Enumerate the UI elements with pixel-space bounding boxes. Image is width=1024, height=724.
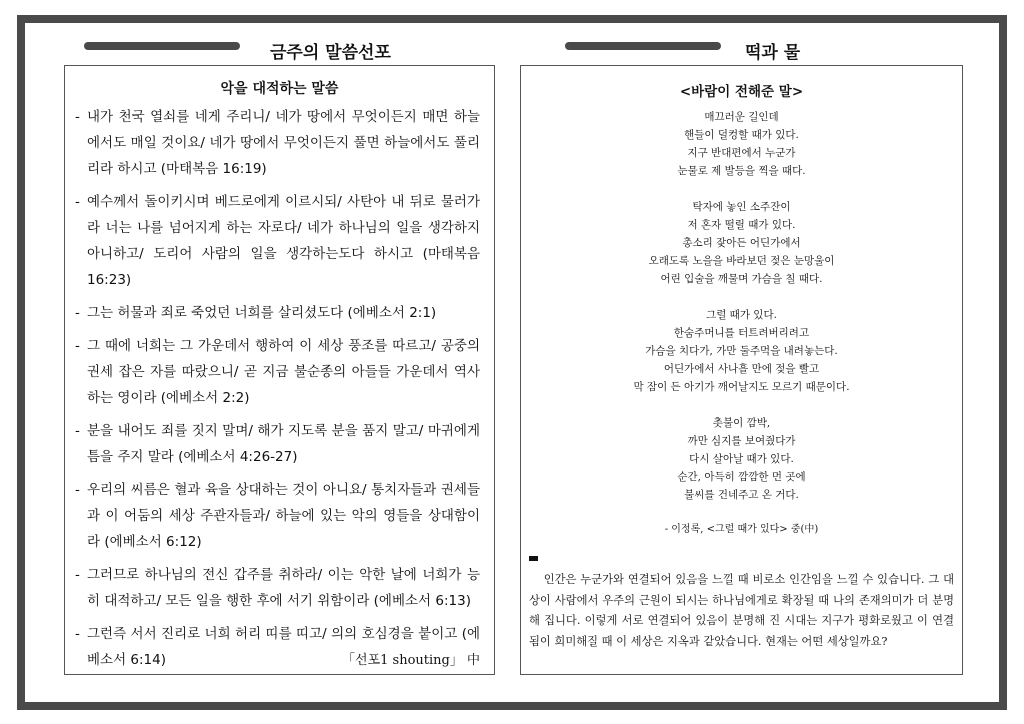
poem-stanza xyxy=(521,198,962,288)
poem-line: 지구 반대편에서 누군가 xyxy=(687,147,796,159)
poem-line: 불씨를 건네주고 온 거다. xyxy=(684,489,799,501)
poem-line: 다시 살아날 때가 있다. xyxy=(689,453,794,465)
poem xyxy=(521,108,962,504)
poem-stanza xyxy=(521,108,962,180)
verse-item: - 그러므로 하나님의 전신 갑주를 취하라/ 이는 악한 날에 너희가 능히 대적하고/ 모든 일을 행한 후에 서기 위함이라 (에베소서 6:13) xyxy=(87,562,480,614)
poem-line: 순간, 아득히 깜깜한 먼 곳에 xyxy=(677,471,806,483)
poem-line: 눈물로 제 발등을 찍을 때다. xyxy=(677,165,806,177)
poem-line: 오래도록 노을을 바라보던 젖은 눈망울이 xyxy=(648,255,835,267)
verse-item: - 그는 허물과 죄로 죽었던 너희를 살리셨도다 (에베소서 2:1) xyxy=(87,300,480,326)
verse-item: - 분을 내어도 죄를 짓지 말며/ 해가 지도록 분을 품지 말고/ 마귀에게 틈을 주지 말라 (에베소서 4:26-27) xyxy=(87,418,480,470)
poem-line: 촛불이 깜박, xyxy=(712,417,771,429)
poem-line: 탁자에 놓인 소주잔이 xyxy=(692,201,791,213)
right-header-bar xyxy=(565,42,721,50)
verse-item: - 내가 천국 열쇠를 네게 주리니/ 네가 땅에서 무엇이든지 매면 하늘에서도 매일 것이요/ 네가 땅에서 무엇이든지 풀면 하늘에서도 풀리리라 하시고 (마태복음 16:19) xyxy=(87,104,480,182)
verse-list xyxy=(65,104,494,673)
poem-stanza xyxy=(521,414,962,504)
verse-item: - 그 때에 너희는 그 가운데서 행하여 이 세상 풍조를 따르고/ 공중의 권세 잡은 자를 따랐으니/ 곧 지금 불순종의 아들들 가운데서 역사하는 영이라 (에베소서 2:2) xyxy=(87,333,480,411)
poem-title: <바람이 전해준 말> xyxy=(679,84,804,100)
left-header-bar xyxy=(84,42,240,50)
poem-line: 매끄러운 길인데 xyxy=(704,111,779,123)
scripture-box xyxy=(64,65,495,675)
poem-box xyxy=(520,65,963,675)
poem-line: 핸들이 덜컹할 때가 있다. xyxy=(684,129,799,141)
poem-line: 한숨주머니를 터트려버리려고 xyxy=(673,327,810,339)
left-section-title: 금주의 말씀선포 xyxy=(270,43,391,63)
scripture-box-title: 악을 대적하는 말씀 xyxy=(220,81,339,97)
right-section-title: 떡과 물 xyxy=(745,43,801,63)
verse-item: - 우리의 씨름은 혈과 육을 상대하는 것이 아니요/ 통치자들과 권세들과 이 어둠의 세상 주관자들과/ 하늘에 있는 악의 영들을 상대함이라 (에베소서 6:12) xyxy=(87,477,480,555)
poem-attribution: - 이정록, <그럴 때가 있다> 중(中) xyxy=(664,524,819,535)
poem-line: 까만 심지를 보여줬다가 xyxy=(687,435,796,447)
square-bullet-icon xyxy=(529,556,538,561)
reflection-paragraph: 인간은 누군가와 연결되어 있음을 느낄 때 비로소 인간임을 느낄 수 있습니다. 그 대상이 사람에서 우주의 근원이 되시는 하나님에게로 확장될 때 나의 존재의미가 더 분명해 집니다. 이렇게 서로 연결되어 있음이 분명해 진 시대는 지구가 평화로웠고 이 연결됨이 희미해질 때 이 세상은 지옥과 같았습니다. 현재는 어떤 세상일까요? xyxy=(529,573,954,648)
source-credit: 「선포1 shouting」 中 xyxy=(342,653,480,668)
poem-line: 그럴 때가 있다. xyxy=(706,309,777,321)
poem-line: 어린 입술을 깨물며 가슴을 칠 때다. xyxy=(660,273,823,285)
poem-line: 가슴을 치다가, 가만 둘주먹을 내려놓는다. xyxy=(645,345,838,357)
poem-line: 막 잠이 든 아기가 깨어날지도 모르기 때문이다. xyxy=(633,381,850,393)
poem-stanza xyxy=(521,306,962,396)
verse-item: - 예수께서 돌이키시며 베드로에게 이르시되/ 사탄아 내 뒤로 물러가라 너는 나를 넘어지게 하는 자로다/ 네가 하나님의 일을 생각하지 아니하고/ 도리어 사람의 일을 생각하는도다 하시고 (마태복음 16:23) xyxy=(87,189,480,293)
verse-item: - 그런즉 서서 진리로 너희 허리 띠를 띠고/ 의의 호심경을 붙이고 (에베소서 6:14) xyxy=(87,621,480,673)
poem-line: 총소리 잦아든 어딘가에서 xyxy=(682,237,801,249)
poem-line: 저 혼자 떨릴 때가 있다. xyxy=(687,219,796,231)
poem-line: 어딘가에서 사나흘 만에 젖을 빨고 xyxy=(663,363,820,375)
